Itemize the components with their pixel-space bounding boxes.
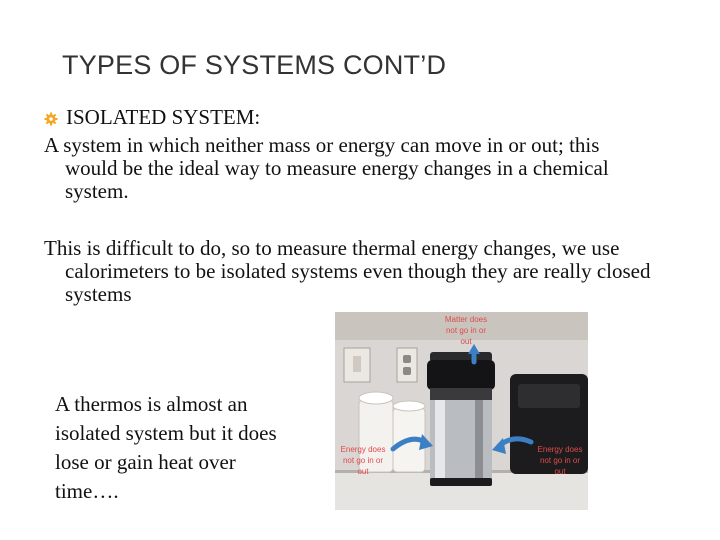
- definition-text: A system in which neither mass or energy can move in or out; this would be the ideal way to measure energy changes in a chemical system.: [44, 133, 609, 203]
- label-left-line-3: out: [357, 467, 369, 476]
- label-right-line-3: out: [554, 467, 566, 476]
- label-left-line-2: not go in or: [342, 456, 384, 465]
- slide-title: TYPES OF SYSTEMS CONT’D: [62, 50, 447, 80]
- calorimeter-paragraph: This is difficult to do, so to measure thermal energy changes, we use calorimeters to be isolated systems even though they are really closed systems: [44, 236, 651, 306]
- label-left-line-1: Energy does: [340, 445, 386, 454]
- label-top-line-2: not go in or: [445, 326, 487, 335]
- thermos-caption: A thermos is almost an isolated system but it does lose or gain heat over time….: [55, 392, 277, 503]
- label-top-line-3: out: [460, 337, 472, 346]
- label-top-line-1: Matter does: [444, 315, 488, 324]
- thermos-photo: [335, 312, 588, 510]
- bullet-heading: ISOLATED SYSTEM:: [66, 105, 261, 129]
- gear-bullet-icon: [44, 112, 58, 126]
- label-right-line-1: Energy does: [537, 445, 583, 454]
- label-right-line-2: not go in or: [539, 456, 581, 465]
